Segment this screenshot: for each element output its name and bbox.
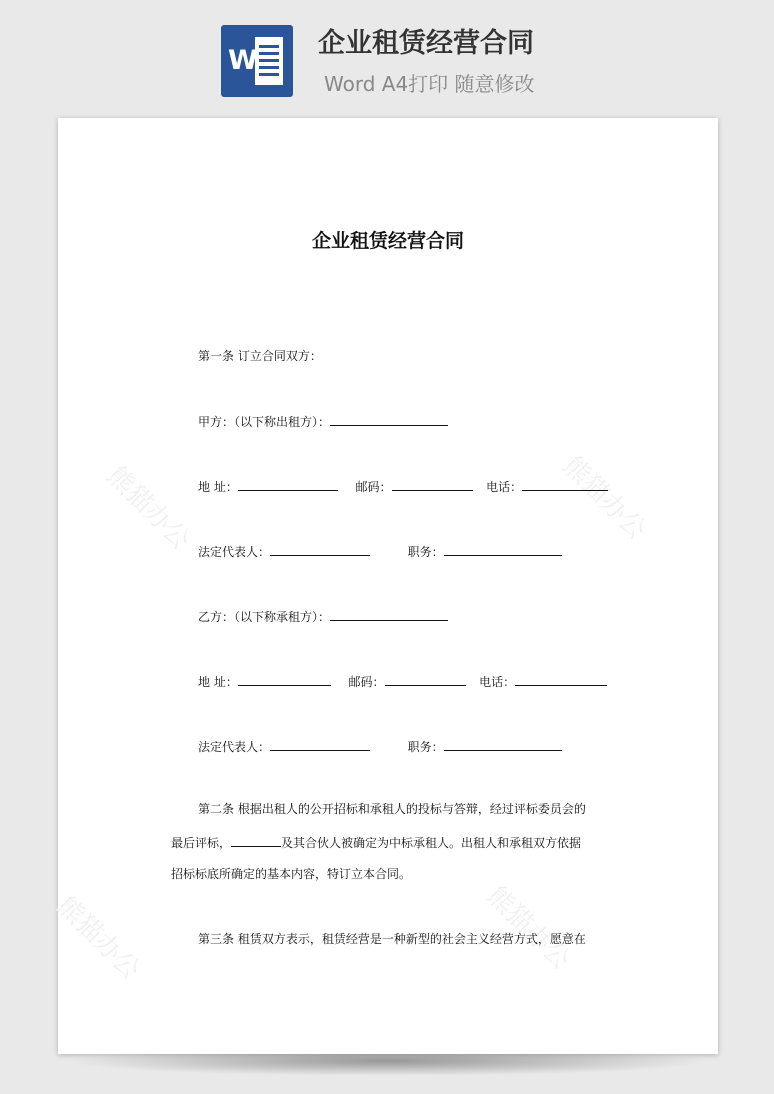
watermark: 熊猫办公 (50, 890, 146, 986)
party-b-line (198, 608, 448, 625)
article-2-line-3: 招标标底所确定的基本内容，特订立本合同。 (171, 867, 412, 881)
article-1: 第一条 订立合同双方： (198, 349, 322, 363)
party-a-line (198, 413, 448, 430)
party-a-label: 甲方：（以下称出租方）： (198, 415, 331, 429)
article-3-line-1: 第三条 租赁双方表示，租赁经营是一种新型的社会主义经营方式，愿意在 (198, 932, 586, 946)
party-a-blank (330, 413, 448, 426)
position-blank (444, 738, 562, 751)
phone-blank (522, 478, 608, 491)
article-2-line-2 (171, 834, 603, 851)
position-label: 职务： (407, 545, 444, 559)
banner-title: 企业租赁经营合同 (318, 28, 534, 59)
address-blank (238, 673, 331, 686)
address-label: 地 址： (198, 675, 238, 689)
article-2-line-2-start: 最后评标， (171, 836, 232, 850)
postcode-label: 邮码： (355, 480, 392, 494)
position-blank (444, 543, 562, 556)
phone-label: 电话： (479, 675, 516, 689)
party-b-rep-line (198, 738, 562, 755)
word-icon (221, 25, 293, 97)
banner-subtitle: Word A4打印 随意修改 (324, 72, 535, 96)
phone-blank (515, 673, 607, 686)
phone-label: 电话： (486, 480, 523, 494)
watermark: 熊猫办公 (556, 450, 652, 546)
watermark: 熊猫办公 (480, 880, 576, 976)
rep-label: 法定代表人： (198, 545, 271, 559)
rep-label: 法定代表人： (198, 740, 271, 754)
document-page (50, 118, 718, 1054)
word-icon-letter: W (228, 45, 258, 76)
watermark: 熊猫办公 (100, 460, 196, 556)
position-label: 职务： (407, 740, 444, 754)
preview-banner (0, 0, 774, 112)
article-2-line-1: 第二条 根据出租人的公开招标和承租人的投标与答辩，经过评标委员会的 (198, 802, 586, 816)
article-2-line-2-end: 及其合伙人被确定为中标承租人。出租人和承租双方依据 (281, 836, 582, 850)
bidder-blank (231, 834, 281, 847)
party-b-address-line (198, 673, 607, 690)
address-label: 地 址： (198, 480, 238, 494)
postcode-blank (392, 478, 473, 491)
postcode-label: 邮码： (348, 675, 385, 689)
rep-blank (270, 543, 370, 556)
address-blank (238, 478, 338, 491)
rep-blank (270, 738, 370, 751)
postcode-blank (385, 673, 466, 686)
party-b-label: 乙方：（以下称承租方）： (198, 610, 331, 624)
document-title: 企业租赁经营合同 (311, 230, 464, 252)
party-a-address-line (198, 478, 608, 495)
party-a-rep-line (198, 543, 562, 560)
party-b-blank (330, 608, 448, 621)
